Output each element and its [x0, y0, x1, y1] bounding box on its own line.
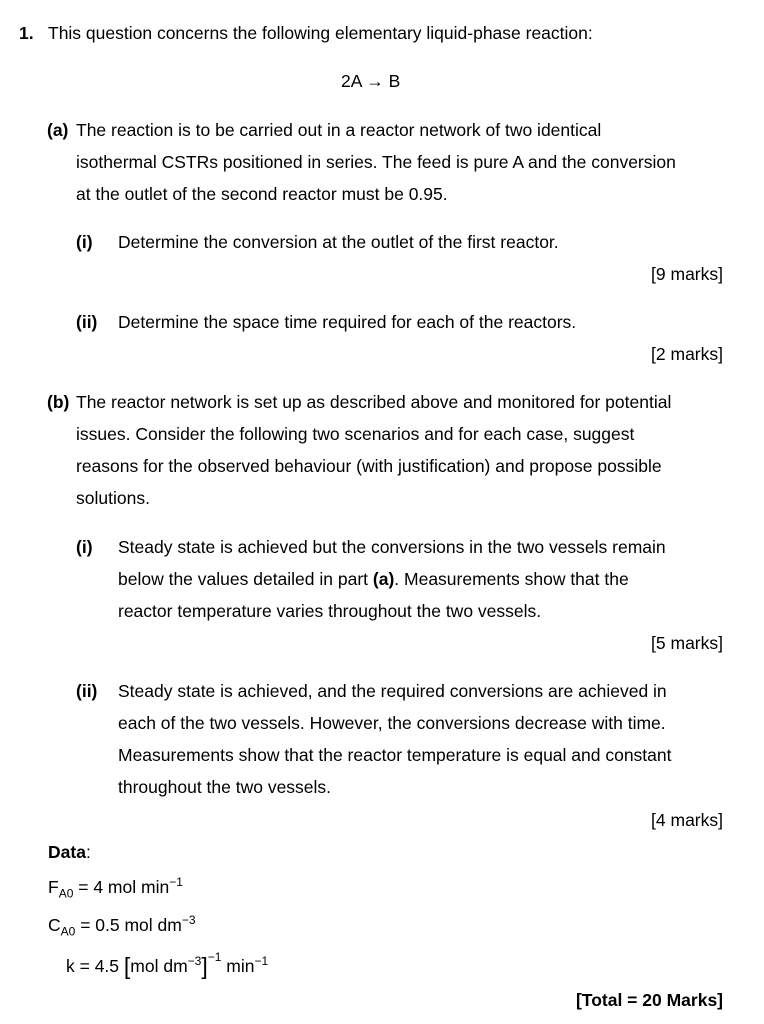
- data-heading-text: Data: [48, 842, 86, 862]
- fa0-exponent: −1: [169, 875, 183, 890]
- part-a-label: (a): [47, 120, 69, 140]
- part-b-i-marks: [5 marks]: [651, 633, 723, 653]
- part-a-reference: (a): [372, 569, 395, 589]
- part-b-line-2: issues. Consider the following two scenarios and for each case, suggest: [76, 424, 635, 444]
- data-heading: [48, 842, 91, 863]
- part-b-i-line-2: [118, 569, 629, 590]
- total-marks: [Total = 20 Marks]: [575, 990, 723, 1010]
- part-b-ii-line-1: Steady state is achieved, and the required conversions are achieved in: [118, 681, 667, 701]
- part-b-i-line-2-pre: below the values detailed in part: [118, 569, 373, 589]
- part-a-i-marks: [9 marks]: [651, 264, 723, 284]
- k-value: k = 4.5: [66, 956, 124, 976]
- part-a-ii-marks: [2 marks]: [651, 344, 723, 364]
- part-a-line-3: at the outlet of the second reactor must be 0.95.: [76, 184, 448, 204]
- part-a-ii-text: Determine the space time required for each of the reactors.: [118, 312, 577, 332]
- part-b-ii-line-2: each of the two vessels. However, the conversions decrease with time.: [118, 713, 666, 733]
- part-a-i-text: Determine the conversion at the outlet of the first reactor.: [118, 232, 559, 252]
- part-b-line-1: The reactor network is set up as described above and monitored for potential: [76, 392, 672, 412]
- ca0-subscript: A0: [60, 924, 76, 939]
- question-intro: This question concerns the following elementary liquid-phase reaction:: [48, 23, 593, 43]
- fa0-value: = 4 mol min: [73, 877, 170, 897]
- k-unit: mol dm: [130, 956, 188, 976]
- part-b-line-4: solutions.: [76, 488, 150, 508]
- question-number: 1.: [19, 23, 34, 43]
- fa0-subscript: A0: [58, 886, 74, 901]
- part-b-ii-line-3: Measurements show that the reactor temperature is equal and constant: [118, 745, 672, 765]
- part-b-ii-label: (ii): [76, 681, 98, 701]
- part-b-i-line-3: reactor temperature varies throughout the two vessels.: [118, 601, 542, 621]
- part-b-i-line-1: Steady state is achieved but the conversions in the two vessels remain: [118, 537, 666, 557]
- part-b-ii-line-4: throughout the two vessels.: [118, 777, 332, 797]
- part-b-i-label: (i): [76, 537, 93, 557]
- k-right-bracket: ]: [201, 953, 208, 979]
- ca0-value: = 0.5 mol dm: [75, 915, 182, 935]
- data-k: [66, 950, 269, 979]
- part-b-label: (b): [47, 392, 70, 412]
- data-ca0: [48, 913, 196, 939]
- part-b-i-line-2-post: . Measurements show that the: [394, 569, 629, 589]
- part-a-line-1: The reaction is to be carried out in a reactor network of two identical: [76, 120, 602, 140]
- ca0-exponent: −3: [181, 913, 196, 928]
- k-unit-exponent: −3: [187, 954, 202, 969]
- part-a-i-label: (i): [76, 232, 93, 252]
- k-bracket-exponent: −1: [207, 950, 222, 965]
- k-left-bracket: [: [123, 953, 131, 979]
- part-b-line-3: reasons for the observed behaviour (with justification) and propose possible: [76, 456, 662, 476]
- part-a-ii-label: (ii): [76, 312, 98, 332]
- ca0-symbol: C: [48, 915, 61, 935]
- fa0-symbol: F: [48, 877, 59, 897]
- data-heading-colon: :: [85, 842, 91, 862]
- reaction-equation: 2A → B: [341, 71, 401, 91]
- k-time-exponent: −1: [254, 954, 269, 969]
- part-b-ii-marks: [4 marks]: [651, 810, 723, 830]
- k-time-unit: min: [221, 956, 255, 976]
- data-fa0: [48, 875, 183, 901]
- part-a-line-2: isothermal CSTRs positioned in series. The feed is pure A and the conversion: [76, 152, 676, 172]
